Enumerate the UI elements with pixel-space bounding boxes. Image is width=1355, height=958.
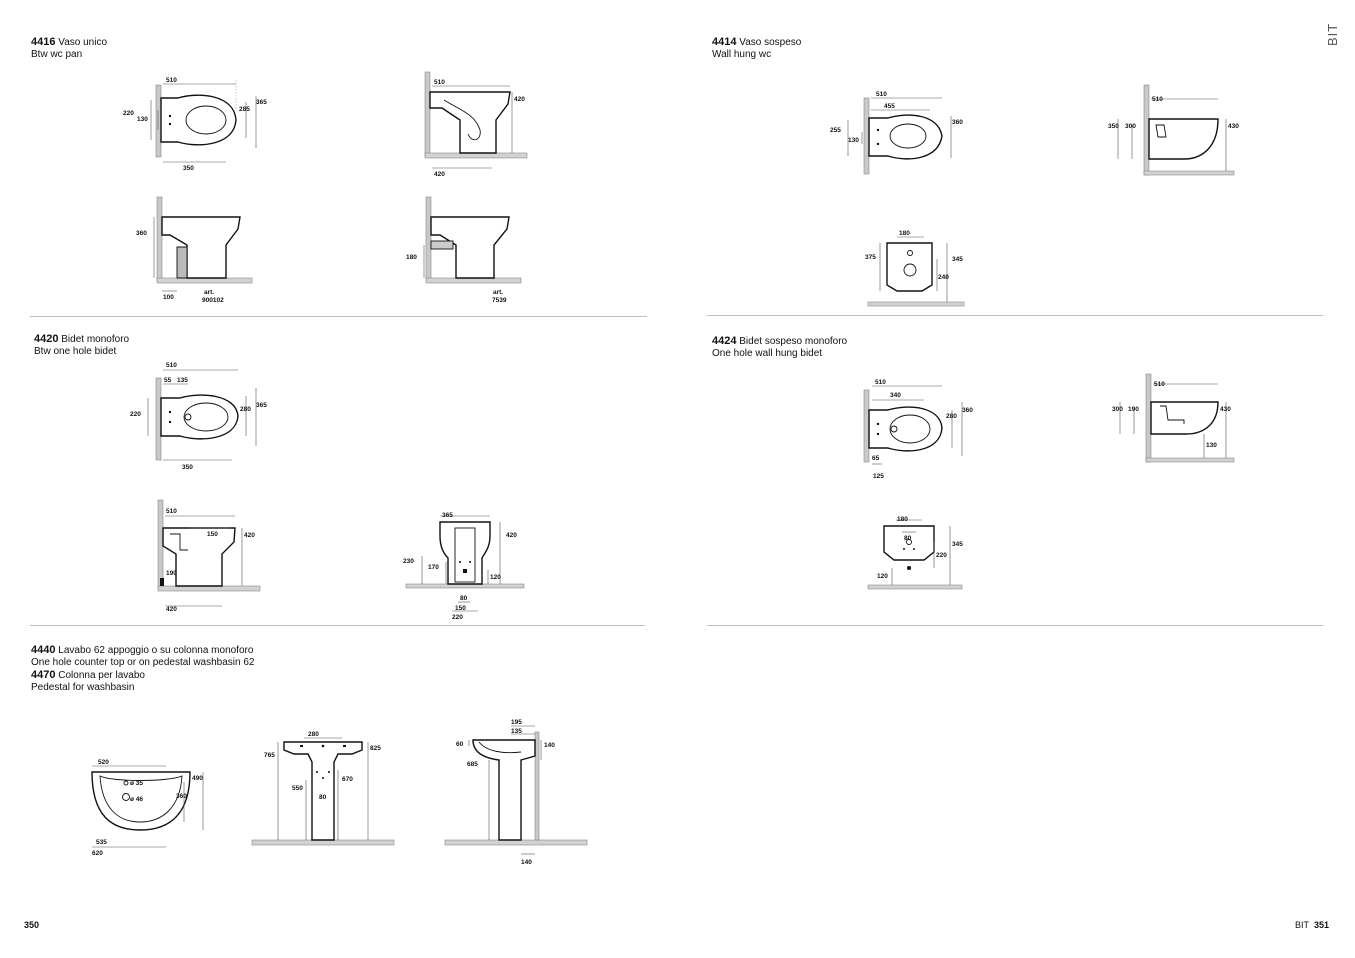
section-divider [30, 625, 645, 626]
dim-label: 80 [460, 595, 468, 602]
product-code: 4440 [31, 644, 56, 656]
dim-label: 80 [319, 794, 327, 801]
dim-label: 490 [192, 775, 203, 782]
dim-label: 240 [938, 274, 949, 281]
dim-label: 510 [875, 379, 886, 386]
art-label: art. [204, 289, 215, 296]
dim-label: 350 [1108, 123, 1119, 130]
dim-label: 365 [256, 402, 267, 409]
drawing-4416-art-7539 [404, 195, 529, 307]
dim-label: 140 [521, 859, 532, 866]
section-divider [707, 315, 1323, 316]
dim-label: 420 [434, 171, 445, 178]
dim-label: 620 [92, 850, 103, 857]
dim-label: ø 35 [130, 780, 144, 787]
product-name-en: One hole counter top or on pedestal washbasin 62 [31, 657, 255, 668]
dim-label: 345 [952, 256, 963, 263]
product-name-it: Colonna per lavabo [58, 670, 145, 681]
product-name-en: Wall hung wc [712, 49, 772, 60]
dim-label: 140 [544, 742, 555, 749]
dim-label: 420 [244, 532, 255, 539]
drawing-4414-back-view [862, 225, 972, 311]
dim-label: 220 [936, 552, 947, 559]
dim-label: 300 [1125, 123, 1136, 130]
dim-label: 455 [884, 103, 895, 110]
product-name-en: Pedestal for washbasin [31, 682, 135, 693]
dim-label: 360 [176, 793, 187, 800]
dim-label: 125 [873, 473, 884, 480]
dim-label: 365 [442, 512, 453, 519]
dim-label: 420 [514, 96, 525, 103]
dim-label: 180 [406, 254, 417, 261]
drawing-4414-side-view [1104, 85, 1239, 180]
drawing-4440-front-view [250, 728, 395, 850]
page-number-right: 351 [1314, 920, 1330, 930]
header-4440 [31, 644, 255, 694]
product-code: 4414 [712, 36, 737, 48]
dim-label: 340 [890, 392, 901, 399]
dim-label: 280 [240, 406, 251, 413]
product-name-en: One hole wall hung bidet [712, 348, 823, 359]
product-name-en: Btw one hole bidet [34, 346, 117, 357]
dim-label: 685 [467, 761, 478, 768]
dim-label: 670 [342, 776, 353, 783]
dim-label: 510 [166, 77, 177, 84]
header-4424 [712, 335, 847, 360]
dim-label: 510 [434, 79, 445, 86]
product-name-it: Lavabo 62 appoggio o su colonna monoforo [58, 645, 254, 656]
dim-label: 120 [877, 573, 888, 580]
dim-label: 55 [164, 377, 172, 384]
drawing-4420-top-view [128, 360, 278, 472]
product-code: 4424 [712, 335, 737, 347]
dim-label: 170 [428, 564, 439, 571]
product-code: 4420 [34, 333, 59, 345]
dim-label: 510 [1152, 96, 1163, 103]
dim-label: 80 [904, 535, 912, 542]
dim-label: 150 [207, 531, 218, 538]
dim-label: 255 [830, 127, 841, 134]
dim-label: 65 [872, 455, 880, 462]
brand-name: BIT [1295, 920, 1310, 930]
dim-label: 190 [1128, 406, 1139, 413]
dim-label: 285 [239, 106, 250, 113]
dim-label: 280 [946, 413, 957, 420]
footer-brand-right [1295, 920, 1329, 930]
dim-label: 100 [163, 294, 174, 301]
drawing-4420-side-view [150, 498, 270, 616]
product-code: 4416 [31, 36, 56, 48]
dim-label: 220 [123, 110, 134, 117]
drawing-4424-back-view [862, 512, 972, 594]
dim-label: 510 [876, 91, 887, 98]
dim-label: 510 [166, 362, 177, 369]
art-number: 900102 [202, 297, 224, 304]
drawing-4424-top-view [862, 372, 982, 484]
drawing-4416-side-view [420, 70, 535, 182]
drawing-4440-top-view [88, 752, 213, 858]
dim-label: 360 [962, 407, 973, 414]
dim-label: 180 [899, 230, 910, 237]
dim-label: 510 [166, 508, 177, 515]
product-name-it: Vaso sospeso [739, 37, 802, 48]
dim-label: 135 [511, 728, 522, 735]
dim-label: 375 [865, 254, 876, 261]
product-name-it: Bidet sospeso monoforo [739, 336, 848, 347]
dim-label: ø 46 [130, 796, 144, 803]
dim-label: 825 [370, 745, 381, 752]
dim-label: 365 [256, 99, 267, 106]
section-divider [707, 625, 1323, 626]
dim-label: 350 [182, 464, 193, 471]
dim-label: 130 [1206, 442, 1217, 449]
product-name-it: Bidet monoforo [61, 334, 130, 345]
dim-label: 430 [1220, 406, 1231, 413]
art-label: art. [493, 289, 504, 296]
vertical-brand: BIT [1325, 22, 1340, 46]
dim-label: 150 [455, 605, 466, 612]
dim-label: 190 [166, 570, 177, 577]
dim-label: 130 [137, 116, 148, 123]
dim-label: 360 [952, 119, 963, 126]
drawing-4416-art-900102 [132, 195, 257, 307]
drawing-4420-front-view [400, 508, 530, 623]
dim-label: 135 [177, 377, 188, 384]
product-name-en: Btw wc pan [31, 49, 83, 60]
drawing-4440-side-view [443, 716, 588, 868]
section-divider [30, 316, 647, 317]
dim-label: 420 [506, 532, 517, 539]
dim-label: 195 [511, 719, 522, 726]
header-4414 [712, 36, 801, 61]
dim-label: 300 [1112, 406, 1123, 413]
dim-label: 350 [183, 165, 194, 172]
dim-label: 60 [456, 741, 464, 748]
dim-label: 510 [1154, 381, 1165, 388]
dim-label: 430 [1228, 123, 1239, 130]
dim-label: 765 [264, 752, 275, 759]
product-name-it: Vaso unico [58, 37, 108, 48]
art-number: 7539 [492, 297, 507, 304]
drawing-4416-top-view [118, 70, 278, 180]
dim-label: 220 [130, 411, 141, 418]
dim-label: 550 [292, 785, 303, 792]
dim-label: 230 [403, 558, 414, 565]
header-4420 [34, 333, 129, 358]
dim-label: 280 [308, 731, 319, 738]
product-code: 4470 [31, 669, 56, 681]
dim-label: 360 [136, 230, 147, 237]
page-number-left: 350 [24, 920, 40, 930]
dim-label: 220 [452, 614, 463, 621]
dim-label: 130 [848, 137, 859, 144]
dim-label: 535 [96, 839, 107, 846]
dim-label: 420 [166, 606, 177, 613]
dim-label: 520 [98, 759, 109, 766]
dim-label: 120 [490, 574, 501, 581]
dim-label: 345 [952, 541, 963, 548]
drawing-4424-side-view [1108, 372, 1238, 467]
header-4416 [31, 36, 107, 61]
dim-label: 180 [897, 516, 908, 523]
drawing-4414-top-view [826, 88, 976, 178]
